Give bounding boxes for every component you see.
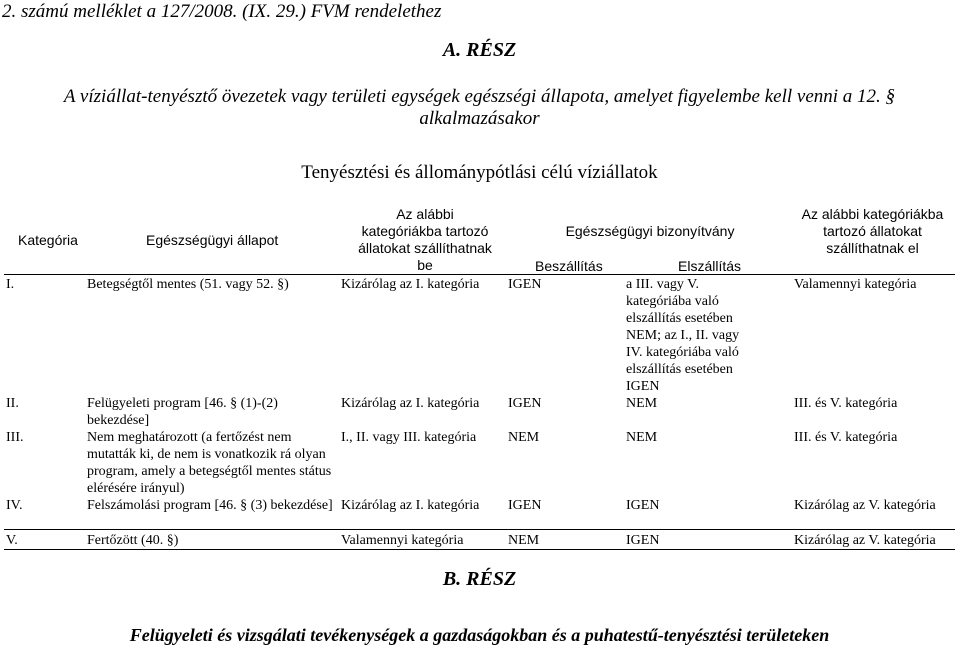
row-status: Felszámolási program [46. § (3) bekezdése] bbox=[87, 498, 333, 513]
row-allowed-out: Valamennyi kategória bbox=[794, 277, 917, 292]
row-import: NEM bbox=[508, 533, 540, 548]
row-allowed-in: I., II. vagy III. kategória bbox=[341, 430, 477, 445]
row-export: NEM bbox=[626, 396, 658, 411]
row-export: IGEN bbox=[626, 533, 660, 548]
row-status: Felügyeleti program [46. § (1)-(2) bekezdése] bbox=[87, 396, 278, 428]
row-allowed-out: Kizárólag az V. kategória bbox=[794, 533, 936, 548]
row-import: IGEN bbox=[508, 498, 542, 513]
row-allowed-out: Kizárólag az V. kategória bbox=[794, 498, 936, 513]
row-allowed-in: Valamennyi kategória bbox=[341, 533, 464, 548]
row-status: Betegségtől mentes (51. vagy 52. §) bbox=[87, 277, 289, 292]
row-status: Nem meghatározott (a fertőzést nem mutatták ki, de nem is vonatkozik rá olyan program, amely a betegségtől mentes státus elérésére irányul) bbox=[87, 430, 332, 496]
health-status-table bbox=[4, 276, 955, 552]
header-allowed-in: Az alábbi kategóriákba tartozó állatokat szállíthatnak be bbox=[358, 206, 492, 273]
row-allowed-out: III. és V. kategória bbox=[794, 396, 898, 411]
header-health-status: Egészségügyi állapot bbox=[146, 232, 279, 248]
row-export: a III. vagy V. kategóriába való elszállítás esetében NEM; az I., II. vagy IV. kategóriába való elszállítás esetében IGEN bbox=[626, 277, 740, 394]
part-a-label: A. RÉSZ bbox=[442, 39, 517, 61]
row-allowed-out: III. és V. kategória bbox=[794, 430, 898, 445]
row-category: II. bbox=[6, 396, 19, 411]
part-b-label: B. RÉSZ bbox=[442, 568, 517, 590]
table-row bbox=[4, 276, 955, 395]
row-allowed-in: Kizárólag az I. kategória bbox=[341, 498, 480, 513]
header-import: Beszállítás bbox=[535, 258, 603, 274]
header-allowed-out: Az alábbi kategóriákba tartozó állatokat szállíthatnak el bbox=[801, 206, 944, 256]
rule-header bbox=[4, 274, 955, 275]
part-a-title: A víziállat-tenyésztő övezetek vagy területi egységek egészségi állapota, amelyet figyelembe kell venni a 12. § alkalmazásakor bbox=[63, 86, 896, 129]
table-row bbox=[4, 395, 955, 429]
row-category: IV. bbox=[6, 498, 23, 513]
header-certificate: Egészségügyi bizonyítvány bbox=[565, 223, 735, 239]
table-row bbox=[4, 429, 955, 497]
row-category: I. bbox=[6, 277, 15, 292]
row-import: IGEN bbox=[508, 277, 542, 292]
header-category: Kategória bbox=[18, 232, 78, 248]
row-status: Fertőzött (40. §) bbox=[87, 533, 179, 548]
row-export: IGEN bbox=[626, 498, 660, 513]
header-export: Elszállítás bbox=[678, 258, 742, 274]
table-row bbox=[4, 532, 955, 552]
part-b-title: Felügyeleti és vizsgálati tevékenységek a gazdaságokban és a puhatestű-tenyésztési területeken bbox=[129, 625, 830, 645]
annex-title: 2. számú melléklet a 127/2008. (IX. 29.) FVM rendelethez bbox=[2, 1, 442, 22]
row-category: III. bbox=[6, 430, 24, 445]
row-allowed-in: Kizárólag az I. kategória bbox=[341, 396, 480, 411]
row-export: NEM bbox=[626, 430, 658, 445]
row-category: V. bbox=[6, 533, 18, 548]
table-row bbox=[4, 497, 955, 532]
table-subtitle: Tenyésztési és állománypótlási célú víziállatok bbox=[301, 162, 658, 183]
row-allowed-in: Kizárólag az I. kategória bbox=[341, 277, 480, 292]
row-import: IGEN bbox=[508, 396, 542, 411]
row-import: NEM bbox=[508, 430, 540, 445]
